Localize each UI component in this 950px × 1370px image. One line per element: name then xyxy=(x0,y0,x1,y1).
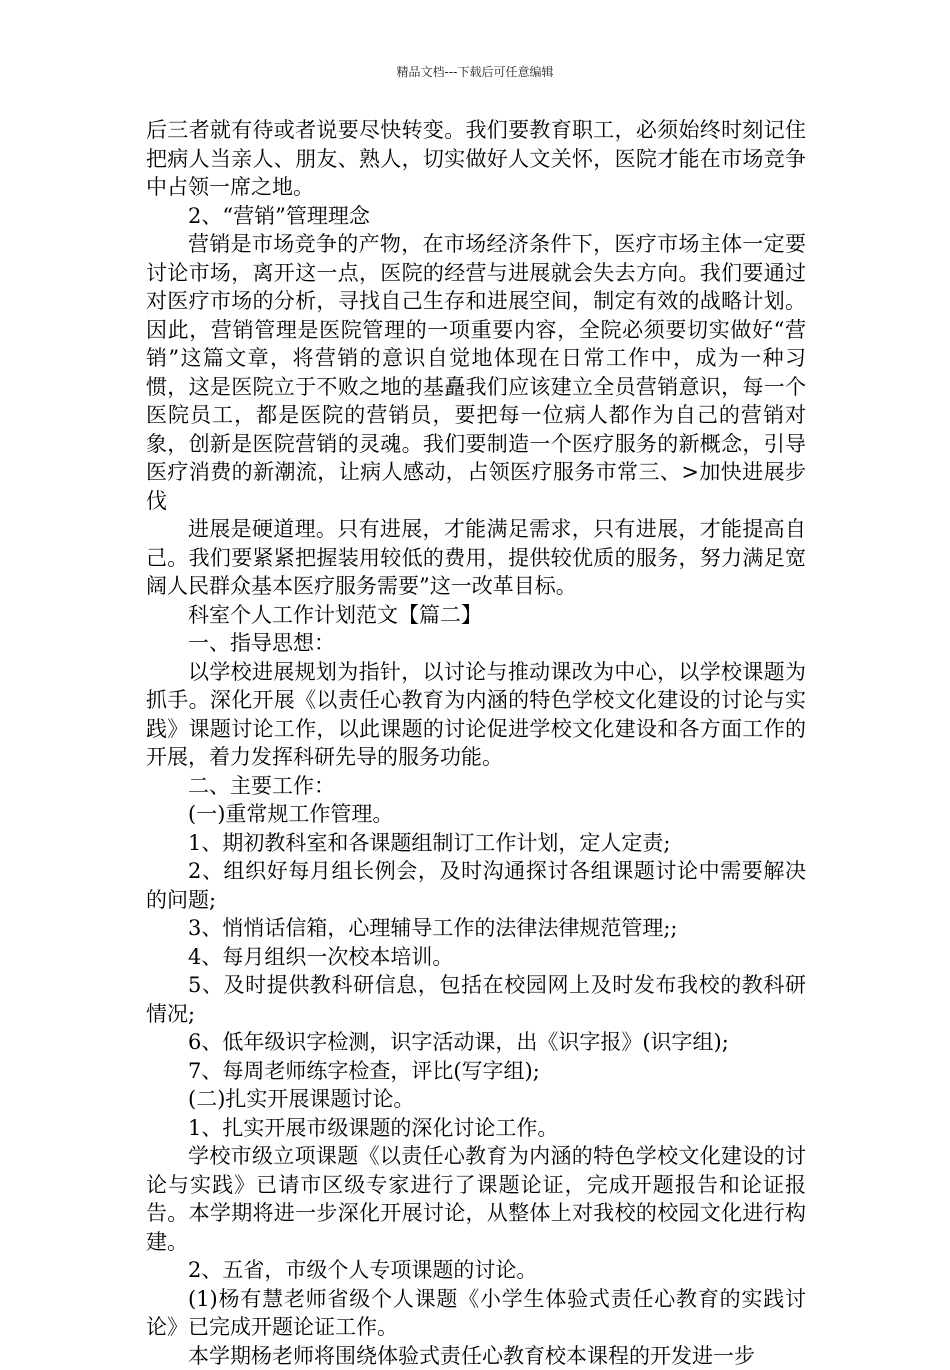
list-item: 2、五省，市级个人专项课题的讨论。 xyxy=(146,1256,806,1285)
paragraph: 学校市级立项课题《以责任心教育为内涵的特色学校文化建设的讨论与实践》已请市区级专家进行了课题论证，完成开题报告和论证报告。本学期将进一步深化开展讨论，从整体上对我校的校园文化进行构建。 xyxy=(146,1142,806,1256)
paragraph: 进展是硬道理。只有进展，才能满足需求，只有进展，才能提高自己。我们要紧紧把握装用较低的费用，提供较优质的服务，努力满足宽阔人民群众基本医疗服务需要”这一改革目标。 xyxy=(146,515,806,601)
paragraph: 本学期杨老师将围绕体验式责任心教育校本课程的开发进一步 xyxy=(146,1342,806,1370)
list-item: 3、悄悄话信箱，心理辅导工作的法律法律规范管理;; xyxy=(146,914,806,943)
list-item: 1、扎实开展市级课题的深化讨论工作。 xyxy=(146,1114,806,1143)
paragraph: 后三者就有待或者说要尽快转变。我们要教育职工，必须始终时刻记住把病人当亲人、朋友、熟人，切实做好人文关怀，医院才能在市场竞争中占领一席之地。 xyxy=(146,116,806,202)
article-title: 科室个人工作计划范文【篇二】 xyxy=(146,601,806,630)
section-heading: 一、指导思想： xyxy=(146,629,806,658)
list-item: 1、期初教科室和各课题组制订工作计划，定人定责; xyxy=(146,829,806,858)
page-header: 精品文档---下载后可任意编辑 xyxy=(0,64,950,80)
list-item: 6、低年级识字检测，识字活动课，出《识字报》(识字组); xyxy=(146,1028,806,1057)
list-item: 4、每月组织一次校本培训。 xyxy=(146,943,806,972)
list-item: 7、每周老师练字检查，评比(写字组); xyxy=(146,1057,806,1086)
section-heading: 2、“营销”管理理念 xyxy=(146,202,806,231)
section-heading: 二、主要工作： xyxy=(146,772,806,801)
subsection-heading: (二)扎实开展课题讨论。 xyxy=(146,1085,806,1114)
subsection-heading: (一)重常规工作管理。 xyxy=(146,800,806,829)
list-item: 5、及时提供教科研信息，包括在校园网上及时发布我校的教科研情况; xyxy=(146,971,806,1028)
list-item: 2、组织好每月组长例会，及时沟通探讨各组课题讨论中需要解决的问题; xyxy=(146,857,806,914)
list-item: (1)杨有慧老师省级个人课题《小学生体验式责任心教育的实践讨论》已完成开题论证工作。 xyxy=(146,1285,806,1342)
paragraph: 营销是市场竞争的产物，在市场经济条件下，医疗市场主体一定要讨论市场，离开这一点，医院的经营与进展就会失去方向。我们要通过对医疗市场的分析，寻找自己生存和进展空间，制定有效的战略计划。因此，营销管理是医院管理的一项重要内容，全院必须要切实做好“营销”这篇文章，将营销的意识自觉地体现在日常工作中，成为一种习惯，这是医院立于不败之地的基矗我们应该建立全员营销意识，每一个医院员工，都是医院的营销员，要把每一位病人都作为自己的营销对象，创新是医院营销的灵魂。我们要制造一个医疗服务的新概念，引导医疗消费的新潮流，让病人感动，占领医疗服务市常三、>加快进展步伐 xyxy=(146,230,806,515)
paragraph: 以学校进展规划为指针，以讨论与推动课改为中心，以学校课题为抓手。深化开展《以责任心教育为内涵的特色学校文化建设的讨论与实践》课题讨论工作，以此课题的讨论促进学校文化建设和各方面工作的开展，着力发挥科研先导的服务功能。 xyxy=(146,658,806,772)
document-body xyxy=(146,116,806,1370)
